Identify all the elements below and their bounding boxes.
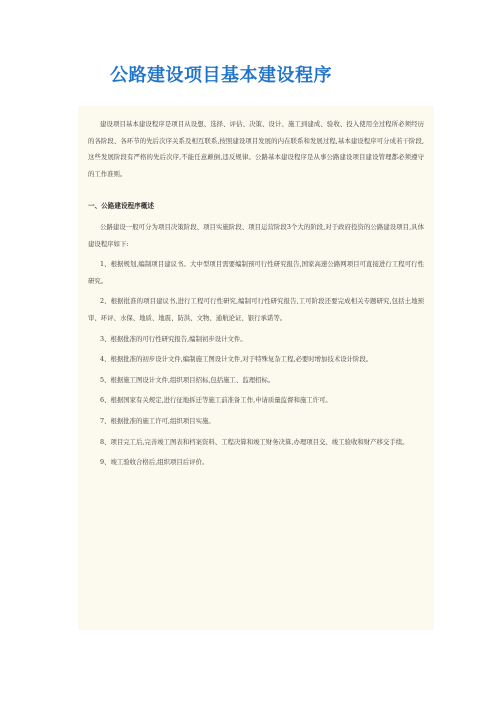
step-3: 3、根据批准的可行性研究报告,编制初步设计文件。	[100, 334, 247, 343]
step-5: 5、根据施工图设计文件,组织项目招标,包括施工、监理招标。	[100, 375, 275, 384]
content-panel	[78, 106, 434, 630]
step-4: 4、根据批准的初步设计文件,编制施工图设计文件,对于特殊复杂工程,必要时增加技术设计阶段。	[100, 355, 373, 364]
intro-paragraph: 建设项目基本建设程序是项目从设想、选择、评估、决策、设计、施工到建成、验收、投入使用全过程所必须经历的各阶段、各环节的先后次序关系及相互联系,按照建设项目发展的内在联系和发展过程,基本建设程序可分成若干阶段,这些发展阶段有严格的先后次序,不能任意颠倒,违反规律。公路基本建设程序是从事公路建设项目建设管理都必须遵守的工作准则。	[88, 120, 424, 178]
step-9: 9、竣工验收合格后,组织项目后评价。	[100, 458, 209, 467]
page-title: 公路建设项目基本建设程序	[110, 65, 332, 86]
section-heading: 一、公路建设程序概述	[88, 202, 154, 211]
step-2: 2、根据批准的项目建议书,进行工程可行性研究,编制可行性研究报告,工可阶段还要完成相关专题研究,包括土地预审、环评、水保、地质、地震、防洪、文物、通航论证、银行承诺等。	[88, 297, 424, 322]
step-8: 8、项目完工后,完善竣工图表和档案资料、工程决算和竣工财务决算,办理项目交、竣工验收和财产移交手续。	[100, 437, 409, 446]
step-6: 6、根据国家有关规定,进行征地拆迁等施工前准备工作,申请质量监督和施工许可。	[100, 396, 332, 405]
step-1: 1、根据规划,编制项目建议书。大中型项目需要编制预可行性研究报告,国家高速公路网项目可直接进行工程可行性研究。	[88, 260, 424, 285]
step-7: 7、根据批准的施工许可,组织项目实施。	[100, 416, 215, 425]
section-lead-paragraph: 公路建设一般可分为项目决策阶段、项目实施阶段、项目运营阶段3个大的阶段,对于政府投资的公路建设项目,具体建设程序如下:	[88, 222, 424, 248]
